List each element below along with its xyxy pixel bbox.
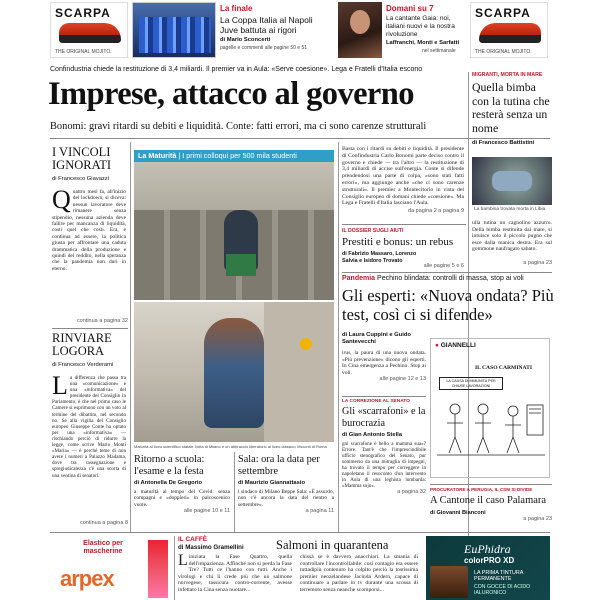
- article-text: ulla tutina un cagnolino azzurro. Della bimba restituita dal mare, si intuisce solo il piccolo pugno che esce dalla manica destra. Era sul gommone naufragato sabato.: [472, 220, 552, 253]
- teaser-napoli[interactable]: [220, 4, 330, 56]
- byline: di Francesco Giavazzi: [52, 176, 110, 182]
- portrait-image: [350, 10, 370, 34]
- teaser-photo-gaia[interactable]: [338, 2, 382, 58]
- headline: Sala: ora la data per settembre: [238, 454, 320, 477]
- headline: Ritorno a scuola: l'esame e la festa: [134, 454, 205, 477]
- ad-brand: EuPhidra: [464, 542, 511, 556]
- page-ref: a pagina 11: [305, 508, 334, 515]
- wall-image: [264, 302, 334, 442]
- teaser-kicker: Domani su 7: [386, 4, 434, 13]
- ad-title: Elastico per mascherine: [83, 540, 123, 555]
- ad-product: colorPRO XD: [464, 556, 515, 565]
- photo-label-text: I primi colloqui per 500 mila studenti: [182, 151, 297, 160]
- teaser-gaia[interactable]: [386, 4, 466, 56]
- byline: di Antonella De Gregorio: [134, 480, 203, 486]
- article-text: a differenza che passa tra una «comunicazione» e una «informativa» del presidente del Consiglio in Parlamento, è che nel primo caso le Camere si esprimono con un voto al termine del dibattito, nel secondo no. Se alla vigilia del Consiglio europeo Giuseppe Conte ha optato per una «informativa» — rischiando perciò di ridurre la legge, come scrive Mario Monti «Maria» — è perché teme di non avere i numeri a Palazzo Madama, dove tra rassegnazione e spregiudicatezza c'è una scorta di una ventina di senatori.: [52, 375, 126, 479]
- byline: di Fabrizio Massaro, Lorenzo Salvia e Isidoro Trovato: [342, 251, 417, 264]
- pandemia-overline: [342, 275, 552, 282]
- byline: di Giovanni Bianconi: [430, 510, 486, 516]
- teaser-photo-napoli[interactable]: [132, 2, 216, 58]
- page-ref: a pagina 23: [523, 516, 552, 522]
- byline: di Francesco Battistini: [472, 140, 535, 146]
- editorial-title: I VINCOLI IGNORATI: [52, 145, 112, 172]
- ad-bottom-right[interactable]: [426, 536, 550, 600]
- page-ref: a pagina 23: [523, 260, 552, 266]
- teaser-headline: La Coppa Italia al Napoli Juve battuta ai rigori: [220, 15, 313, 35]
- article-text: irus, la paura di una nuova ondata. «Più prevenzione» dicono gli esperti. In Cina emergenza a Pechino. Stop ai voli.: [342, 350, 426, 376]
- overline: Confindustria chiede la restituzione di 3,4 miliardi. Il premier va in Aula: «Serve coesione». Lega e Fratelli d'Italia escono: [50, 66, 423, 73]
- teaser-ref: pagelle e commenti alle pagine 50 e 51: [220, 45, 308, 51]
- byline: di Massimo Gramellini: [178, 544, 244, 551]
- main-headline[interactable]: Imprese, attacco al governo: [48, 76, 414, 112]
- byline: di Maurizio Giannattasio: [238, 480, 305, 486]
- giannelli-cartoon[interactable]: [430, 338, 550, 478]
- page-ref: alle pagine 5 e 6: [423, 263, 464, 269]
- teaser-headline: La cantante Gaia: noi, italiani nuovi e la nostra rivoluzione: [386, 15, 455, 38]
- ad-tagline: THE ORIGINAL MOJITO.: [55, 49, 112, 55]
- page-ref: a pagina 32: [397, 489, 426, 495]
- teaser-ref: nel settimanale: [422, 48, 456, 54]
- cartoon-drawing: [431, 395, 549, 475]
- ad-brand: SCARPA: [475, 6, 531, 20]
- migranti-photo[interactable]: [472, 157, 552, 205]
- lead-text: Basta con i ritardi su debiti e liquidità. Il presidente di Confindustria Carlo Bonomi parte deciso contro il governo e chiede — tra l'altro — la restituzione di 3,4 miliardi di accise sull'energia. Conte si difende prendendosi una parte di colpa, «sono stati fatti errori», ma aggiunge anche «che ci sono carenze strutturali». Il premier a Montecitorio in vista del Consiglio europeo di domani chiede «coesione». Ma Lega e Fratelli d'Italia lasciano l'Aula.: [342, 146, 464, 207]
- cartoon-label: [435, 342, 476, 349]
- dropcap: L: [178, 554, 188, 569]
- shoe-image: [479, 23, 541, 43]
- article-sala[interactable]: [238, 454, 334, 514]
- kicker: MIGRANTI, MORTA IN MARE: [472, 72, 543, 78]
- ad-logo: arpex: [60, 566, 114, 591]
- photo-caption: Maturità al liceo scientifico statale Volta di Milano e un abbraccio liberatorio al liceo classico Visconti di Roma: [134, 444, 327, 449]
- teaser-byline: di Mario Sconcerti: [220, 37, 271, 43]
- maturita-photo-bottom[interactable]: [134, 302, 334, 442]
- ad-line1: LA PRIMA TINTURA PERMANENTE: [474, 570, 524, 583]
- main-subhead: Bonomi: gravi ritardi su debiti e liquidità. Conte: fatti errori, ma ci sono carenze strutturali: [50, 121, 427, 132]
- dossier-article[interactable]: [342, 228, 466, 264]
- correzione-article[interactable]: [342, 399, 426, 495]
- dropcap: Q: [52, 185, 71, 214]
- teaser-byline: Laffranchi, Monti e Sarfatti: [386, 40, 460, 46]
- photo-label: [134, 150, 334, 162]
- page-ref: alle pagine 10 e 11: [183, 508, 230, 515]
- headline: Quella bimba con la tutina che resterà senza un nome: [472, 80, 550, 135]
- article-text: l sindaco di Milano Beppe Sala: «È assurdo, non c'è ancora la data del rientro a settembre».: [238, 489, 334, 508]
- hair-dye-box-image: [430, 566, 468, 598]
- ad-tagline: THE ORIGINAL MOJITO.: [475, 49, 532, 55]
- pandemia-headline[interactable]: Gli esperti: «Nuova ondata? Più test, così ci si difende»: [342, 286, 554, 324]
- article-text: gni scarrafone è bello a mamma sua»? Errore. Tant'è che l'imprescindibile ufficio stenografico del Senato, pur sommerso da una mitraglia di impegni, ha trovato il tempo per correggere in napoletano il resoconto d'un intervento in Aula di una leghista lombarda: «Mamma sojo».: [342, 441, 426, 489]
- headline: Prestiti e bonus: un rebus: [342, 236, 454, 248]
- continua: continua a pagina 8: [79, 520, 128, 526]
- sunflower-image: [300, 338, 312, 350]
- editorial-rinviare[interactable]: [52, 332, 126, 479]
- ad-bottom-left[interactable]: [52, 536, 170, 600]
- caffe-column[interactable]: [178, 536, 418, 600]
- ad-brand: SCARPA: [55, 6, 111, 20]
- ad-line2: CON GOCCE DI ACIDO IALURONICO: [474, 584, 531, 597]
- article-text: uattro mesi fa, all'inizio del lockdown, si diceva: nessun lavoratore deve rimanere senza stipendio, nessuna azienda deve fallire per mancanza di liquidità, costi quel che costi. Era, e continua ad essere, la politica giusta per affrontare una caduta drammatica della produzione e quindi del reddito, nella speranza che la pandemia non duri in eterno.: [52, 189, 126, 272]
- hug-figure: [204, 318, 264, 428]
- caffe-col1: [178, 554, 292, 600]
- caffe-text-1: iniziata la Fase Quattro, quella dell'impazienza. Affinché non si perda la Fase Tre? Tutti ce l'hanno con tutti. Anche i virologi e chi li crede più che un salmone norvegese, rassicura contro-corrente, avesse infettato la Cina senza nuotare...: [178, 554, 292, 593]
- migranti-article[interactable]: [472, 72, 552, 146]
- cartoon-dot: ●: [435, 342, 439, 349]
- maturita-photo-top[interactable]: [134, 150, 334, 300]
- cartoon-title: IL CASO CARMINATI: [475, 365, 533, 371]
- page-ref: da pagina 2 a pagina 9: [408, 208, 464, 214]
- article-text: a maturità al tempo del Covid: senza compagni e «doppieri» in palcoscenico vuote.: [134, 489, 230, 508]
- child-image: [492, 171, 532, 191]
- page-ref: alle pagine 12 e 13: [379, 376, 426, 383]
- photo-kicker: La Maturità: [138, 151, 177, 160]
- cartoon-sign: LA CAUSA DI IMMUNITÀ PER CHIUSE LAVORAZIONI: [439, 377, 503, 390]
- caffe-col2: chissà se è davvero anacchiari. La smania di controllare l'incontrollabile: così contagio era essere tuttadipiù contenuto ha colpito perciò la tostissima premier neozelandese Jacinda Ardern, capace di continuare a parlare in tv durante una scossa di terremoto senza neanche scomporsi...: [300, 554, 418, 593]
- byline: di Francesco Verderami: [52, 362, 114, 368]
- headline: A Cantone il caso Palamara: [430, 495, 547, 506]
- pandemia-article[interactable]: [342, 332, 426, 382]
- mask-pack-image: [148, 540, 168, 598]
- players-image: [139, 17, 211, 53]
- teaser-kicker: La finale: [220, 4, 253, 13]
- cartoon-label-text: GIANNELLI: [440, 342, 476, 349]
- caffe-title: Salmoni in quarantena: [276, 538, 389, 552]
- editorial-title: RINVIARE LOGORA: [52, 331, 112, 358]
- article-ritorno[interactable]: [134, 454, 230, 514]
- ad-top-right[interactable]: [470, 2, 548, 58]
- kicker: IL DOSSIER SUGLI AIUTI: [342, 228, 404, 234]
- continua: continua a pagina 32: [76, 318, 128, 324]
- editorial-vincoli[interactable]: [52, 146, 126, 272]
- shoe-image: [59, 23, 121, 43]
- byline: di Laura Cuppini e Guido Santevecchi: [342, 332, 411, 345]
- byline: di Gian Antonio Stella: [342, 432, 403, 438]
- kicker: IL CAFFÈ: [178, 536, 208, 543]
- photo-caption: La bambina trovata morta in Libia: [474, 207, 546, 212]
- procuratore-article[interactable]: [430, 487, 552, 522]
- headline: Gli «scarrafoni» e la burocrazia: [342, 406, 426, 429]
- chair-green: [226, 254, 256, 276]
- pandemia-overline-text: Pechino blindata: controlli di massa, stop ai voli: [377, 275, 524, 282]
- photo-label-sep: |: [178, 151, 183, 160]
- kicker: LA CORREZIONE AL SENATO: [342, 399, 410, 404]
- kicker: PROCURATORE A PERUGIA, IL CSM SI DIVIDE: [430, 487, 533, 492]
- pandemia-kicker: Pandemia: [342, 275, 376, 282]
- ad-top-left[interactable]: [50, 2, 128, 58]
- dropcap: L: [52, 371, 68, 400]
